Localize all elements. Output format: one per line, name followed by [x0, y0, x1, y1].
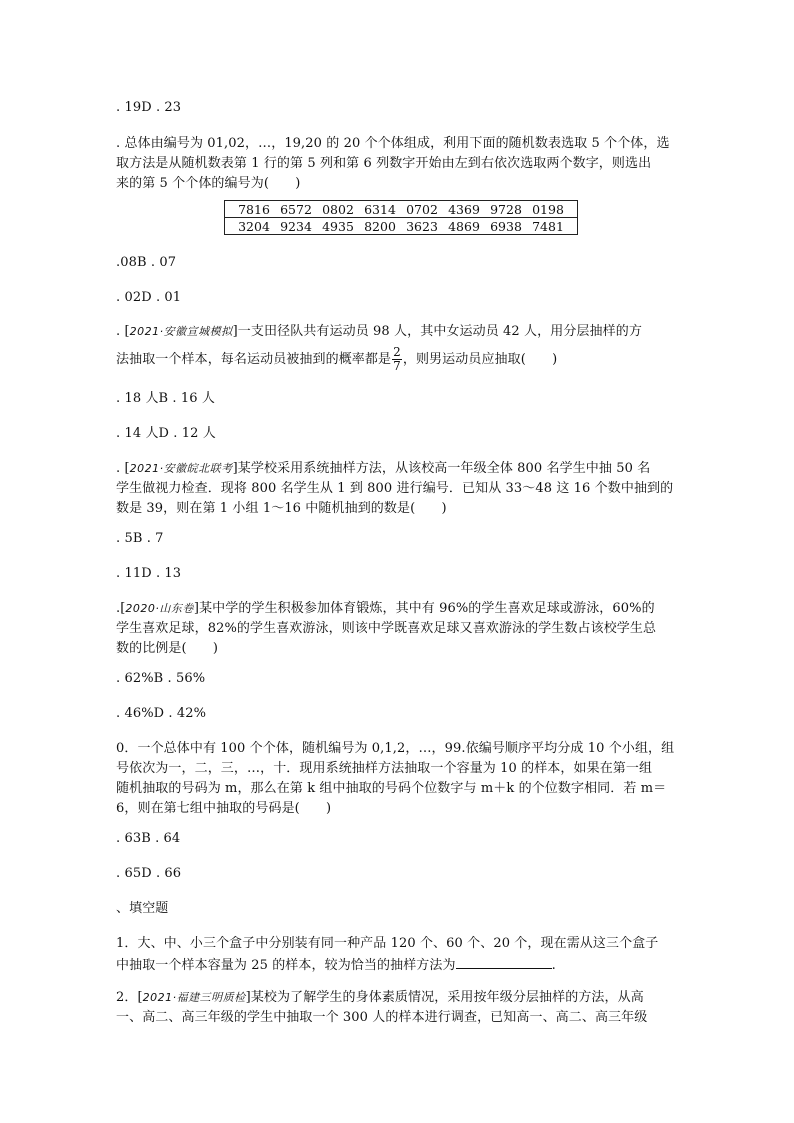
q10-options-1: . 63B . 64 — [116, 831, 181, 846]
q6-text-line-3: 来的第 5 个个体的编号为( ) — [116, 176, 301, 191]
answer-blank — [456, 954, 552, 969]
table-cell: 3623 — [406, 218, 438, 234]
source-tag: 2021·安徽宣城模拟 — [129, 325, 233, 338]
f2-text-line-1: 2．[2021·福建三明质检]某校为了解学生的身体素质情况，采用按年级分层抽样的方法，从高 — [116, 990, 644, 1005]
source-tag: 2020·山东卷 — [125, 602, 194, 615]
table-cell: 6572 — [280, 201, 312, 217]
q9-options-2: . 46%D . 42% — [116, 706, 207, 721]
f2-text-line-2: 一、高二、高三年级的学生中抽取一个 300 人的样本进行调查，已知高一、高二、高三年级 — [116, 1010, 648, 1025]
q7-text-line-2: 法抽取一个样本，每名运动员被抽到的概率都是 $\frac{2}{7}$ ，则男运动员应抽取( ) — [116, 345, 558, 373]
section-heading: 、填空题 — [116, 901, 169, 916]
q9-text-line-1: .[2020·山东卷]某中学的学生积极参加体育锻炼，其中有 96%的学生喜欢足球或游泳，60%的 — [116, 601, 655, 616]
q10-text-line-4: 6，则在第七组中抽取的号码是( ) — [116, 801, 332, 816]
q6-options-2: . 02D . 01 — [116, 290, 182, 305]
q8-text-line-3: 数是 39，则在第 1 小组 1～16 中随机抽到的数是( ) — [116, 501, 447, 516]
table-cell: 4369 — [448, 201, 480, 217]
q7-options-2: . 14 人D . 12 人 — [116, 426, 216, 441]
q8-text-line-2: 学生做视力检查．现将 800 名学生从 1 到 800 进行编号．已知从 33～48 这 16 个数中抽到的 — [116, 481, 674, 496]
q6-options-1: .08B . 07 — [116, 255, 177, 270]
q6-text-line-2: 取方法是从随机数表第 1 行的第 5 列和第 6 列数字开始由左到右依次选取两个数字，则选出 — [116, 156, 652, 171]
table-cell: 3204 — [238, 218, 270, 234]
table-cell: 4869 — [448, 218, 480, 234]
table-cell: 0802 — [322, 201, 354, 217]
f1-text-line-2: 中抽取一个样本容量为 25 的样本，较为恰当的抽样方法为 . — [116, 954, 684, 976]
table-cell: 6314 — [364, 201, 396, 217]
q6-text-line-1: . 总体由编号为 01,02，…，19,20 的 20 个个体组成，利用下面的随机数表选取 5 个个体，选 — [116, 136, 670, 151]
fraction-two-sevenths: $\frac{2}{7}$ — [393, 345, 401, 373]
table-cell: 9728 — [490, 201, 522, 217]
source-tag: 2021·福建三明质检 — [142, 991, 246, 1004]
random-number-table — [224, 200, 578, 235]
q7-text-line-1: . [2021·安徽宣城模拟]一支田径队共有运动员 98 人，其中女运动员 42 人，用分层抽样的方 — [116, 324, 642, 339]
table-cell: 7816 — [238, 201, 270, 217]
q9-text-line-2: 学生喜欢足球，82%的学生喜欢游泳，则该中学既喜欢足球又喜欢游泳的学生数占该校学生总 — [116, 621, 657, 636]
random-table-row — [225, 201, 578, 218]
q5-options: . 19D . 23 — [116, 100, 182, 115]
q9-text-line-3: 数的比例是( ) — [116, 641, 219, 656]
q8-options-2: . 11D . 13 — [116, 566, 182, 581]
q10-text-line-3: 随机抽取的号码为 m，那么在第 k 组中抽取的号码个位数字与 m＋k 的个位数字相同．若 m＝ — [116, 781, 667, 796]
table-cell: 9234 — [280, 218, 312, 234]
table-cell: 8200 — [364, 218, 396, 234]
source-tag: 2021·安徽皖北联考 — [129, 462, 233, 475]
table-cell: 4935 — [322, 218, 354, 234]
table-cell: 6938 — [490, 218, 522, 234]
f1-text-line-1: 1．大、中、小三个盒子中分别装有同一种产品 120 个、60 个、20 个，现在需从这三个盒子 — [116, 936, 659, 951]
q7-options-1: . 18 人B . 16 人 — [116, 391, 215, 406]
q10-text-line-2: 号依次为一，二，三，…，十．现用系统抽样方法抽取一个容量为 10 的样本，如果在第一组 — [116, 761, 653, 776]
table-cell: 0702 — [406, 201, 438, 217]
q8-text-line-1: . [2021·安徽皖北联考]某学校采用系统抽样方法，从该校高一年级全体 800 名学生中抽 50 名 — [116, 461, 651, 476]
q8-options-1: . 5B . 7 — [116, 531, 164, 546]
q10-text-line-1: 0．一个总体中有 100 个个体，随机编号为 0,1,2，…，99.依编号顺序平均分成 10 个小组，组 — [116, 741, 675, 756]
table-cell: 7481 — [532, 218, 564, 234]
table-cell: 0198 — [532, 201, 564, 217]
random-table-row — [225, 218, 578, 235]
q9-options-1: . 62%B . 56% — [116, 671, 206, 686]
q10-options-2: . 65D . 66 — [116, 866, 182, 881]
